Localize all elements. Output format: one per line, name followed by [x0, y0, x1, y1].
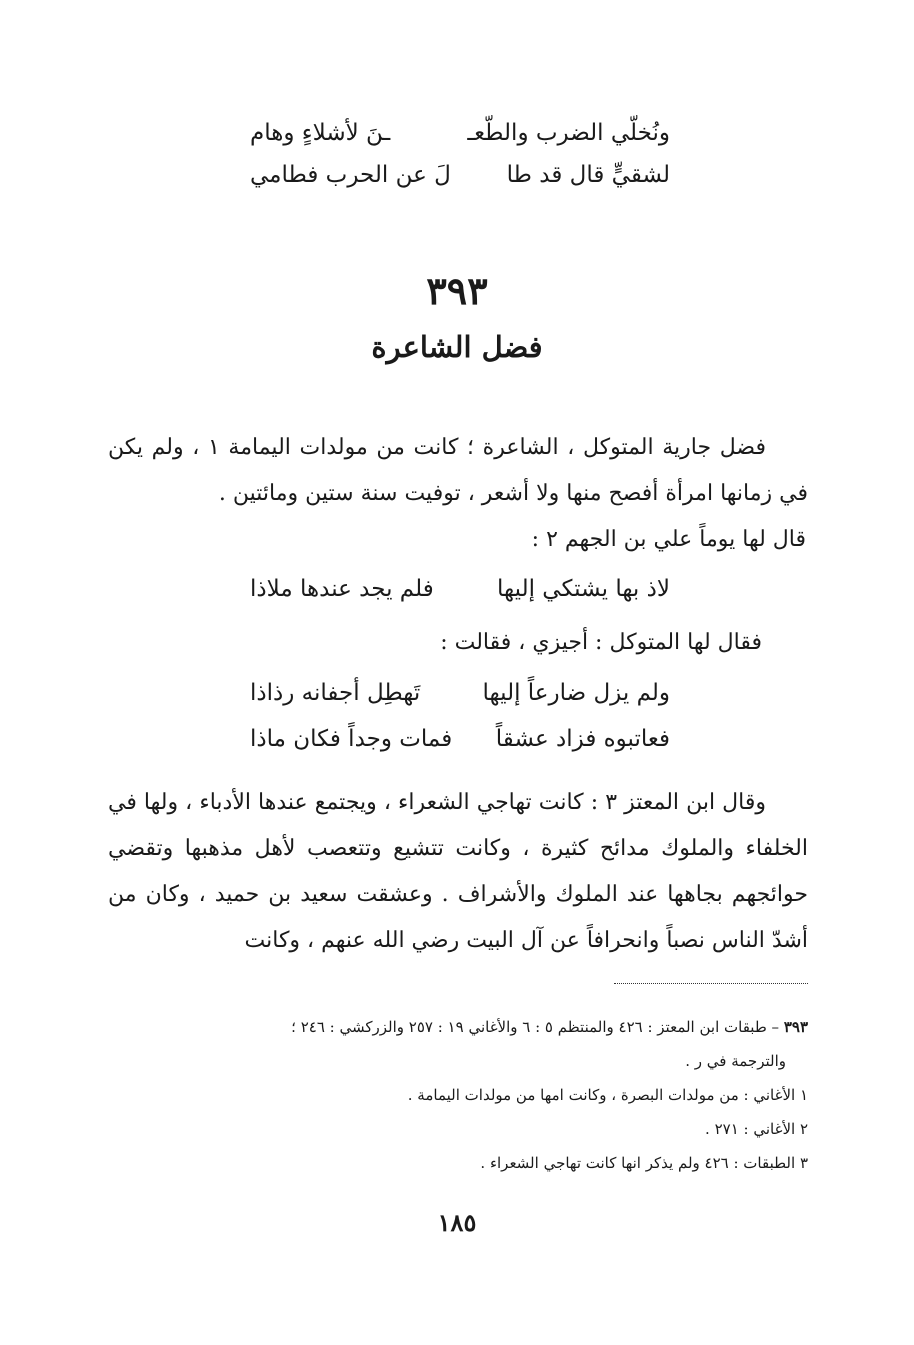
verse-hemistich-first: ونُخلّي الضرب والطّعـ: [467, 120, 670, 146]
verse-hemistich-first: فعاتبوه فزاد عشقاً: [495, 726, 670, 752]
verse-line: [250, 672, 670, 714]
page-number: ١٨٥: [437, 1208, 477, 1237]
footnote-main: [108, 1010, 808, 1044]
footnote-section-number: ٣٩٣: [783, 1018, 808, 1036]
verse-hemistich-first: لشقيٍّ قال قد طا: [506, 162, 670, 188]
verse-line: [250, 154, 670, 196]
verse-hemistich-second: تَهطِل أجفانه رذاذا: [250, 680, 421, 706]
footnote-1: ١ الأغاني : من مولدات البصرة ، وكانت امها من مولدات اليمامة .: [407, 1086, 808, 1104]
verse-fadl-reply: [250, 718, 670, 760]
verse-hemistich-second: لَ عن الحرب فطامي: [250, 162, 451, 188]
footnotes: [108, 1010, 808, 1180]
paragraph-line: قال لها يوماً علي بن الجهم ٢ :: [531, 527, 806, 552]
verse-fadl-reply: [250, 672, 670, 714]
section-number: ٣٩٣: [426, 268, 488, 313]
section-title: فضل الشاعرة: [371, 330, 543, 364]
verse-hemistich-first: ولم يزل ضارعاً إليها: [482, 680, 670, 706]
opening-verse: [250, 112, 670, 196]
footnote-3: ٣ الطبقات : ٤٢٦ ولم يذكر انها كانت تهاجي الشعراء .: [480, 1154, 808, 1172]
paragraph-ibn-mutazz: [108, 780, 808, 964]
paragraph-line: فقال لها المتوكل : أجيزي ، فقالت :: [440, 630, 762, 655]
verse-line: [250, 112, 670, 154]
verse-hemistich-second: فمات وجداً فكان ماذا: [250, 726, 453, 752]
verse-line: [250, 718, 670, 760]
verse-line: [250, 568, 670, 610]
footnote-2: ٢ الأغاني : ٢٧١ .: [705, 1120, 808, 1138]
verse-hemistich-second: ـنَ لأشلاءٍ وهام: [250, 120, 391, 146]
paragraph-intro: [108, 425, 808, 517]
footnote-divider: [614, 983, 808, 984]
footnote-continuation: والترجمة في ر .: [685, 1052, 786, 1070]
paragraph-text: وقال ابن المعتز ٣ : كانت تهاجي الشعراء ، ويجتمع عندها الأدباء ، ولها في الخلفاء والملوك مدائح كثيرة ، وكانت تتشيع وتتعصب لأهل مذهبها وتقضي حوائجهم بجاهها عند الملوك والأشراف . وعشقت سعيد بن حميد ، وكان من أشدّ الناس نصباً وانحرافاً عن آل البيت رضي الله عنهم ، وكانت: [108, 790, 808, 953]
footnote-text: – طبقات ابن المعتز : ٤٢٦ والمنتظم ٥ : ٦ والأغاني ١٩ : ٢٥٧ والزركشي : ٢٤٦ ؛: [291, 1018, 780, 1036]
verse-hemistich-first: لاذ بها يشتكي إليها: [497, 576, 670, 602]
paragraph-text: فضل جارية المتوكل ، الشاعرة ؛ كانت من مولدات اليمامة ١ ، ولم يكن في زمانها امرأة أفصح منها ولا أشعر ، توفيت سنة ستين ومائتين .: [108, 435, 808, 506]
verse-ali-ibn-jahm: [250, 568, 670, 610]
verse-hemistich-second: فلم يجد عندها ملاذا: [250, 576, 434, 602]
